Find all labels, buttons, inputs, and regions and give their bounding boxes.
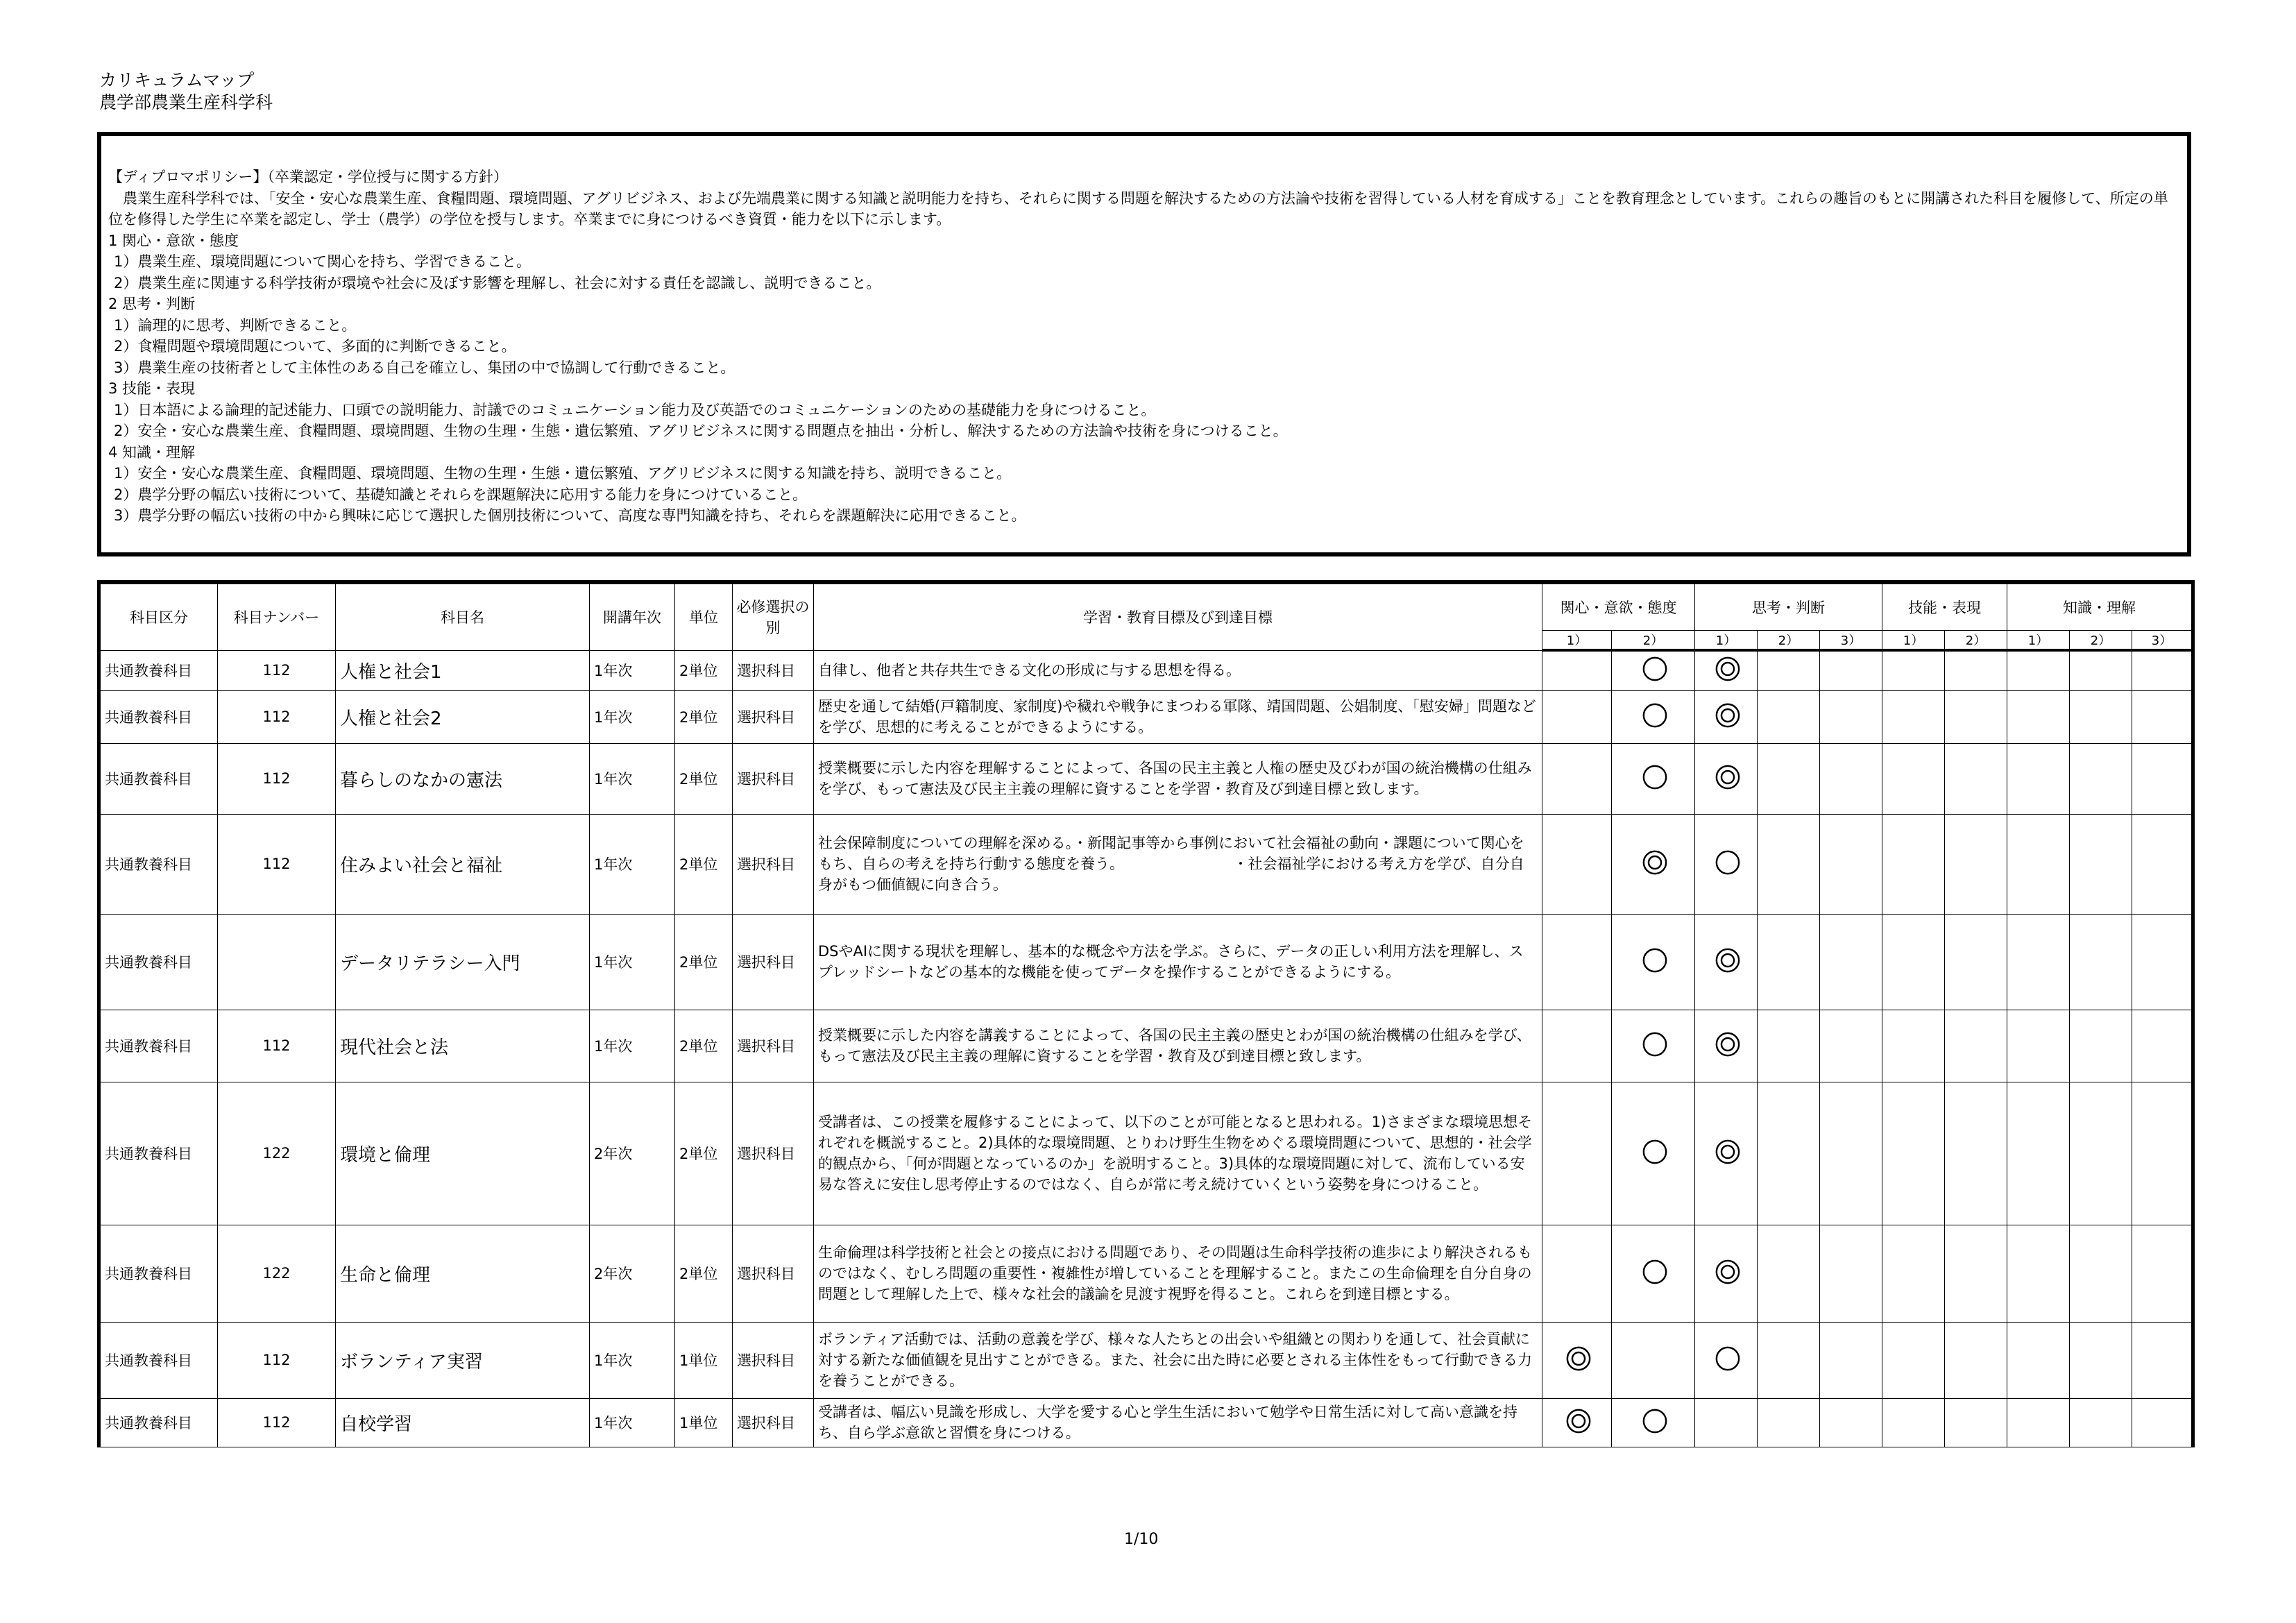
competency-mark-cell (2070, 1322, 2132, 1398)
double-circle-mark (1565, 1408, 1589, 1431)
competency-mark-cell (1695, 690, 1758, 743)
competency-mark-cell (2007, 1398, 2070, 1447)
competency-mark-cell (2132, 1398, 2193, 1447)
subject-number-cell (218, 914, 336, 1010)
subject-category-cell: 共通教養科目 (99, 1398, 218, 1447)
policy-section-item: 1）安全・安心な農業生産、食糧問題、環境問題、生物の生理・生態・遺伝繁殖、アグリビジネスに関する知識を持ち、説明できること。 (114, 465, 1012, 482)
subject-unit-cell: 2単位 (675, 1225, 733, 1322)
subject-year-cell: 1年次 (590, 1398, 675, 1447)
competency-mark-cell (1695, 1322, 1758, 1398)
competency-mark-cell (2070, 743, 2132, 814)
competency-mark-cell (1758, 914, 1820, 1010)
competency-mark-cell (2132, 1082, 2193, 1225)
policy-section-title: 1 関心・意欲・態度 (108, 232, 239, 249)
subject-required-cell: 選択科目 (733, 914, 814, 1010)
header-unit: 単位 (675, 582, 733, 650)
policy-section-item: 1）農業生産、環境問題について関心を持ち、学習できること。 (114, 253, 531, 270)
competency-mark-cell (1820, 690, 1882, 743)
header-category: 科目区分 (99, 582, 218, 650)
subject-number-cell: 112 (218, 690, 336, 743)
competency-mark-cell (1882, 1082, 1945, 1225)
circle-mark (1715, 1345, 1738, 1369)
subheader-cell: 2） (1612, 631, 1695, 651)
competency-mark-cell (1542, 914, 1612, 1010)
policy-section-title: 4 知識・理解 (108, 443, 196, 461)
competency-mark-cell (2007, 814, 2070, 914)
subject-unit-cell: 2単位 (675, 1010, 733, 1082)
subject-goal-cell: 受講者は、幅広い見識を形成し、大学を愛する心と学生生活において勉学や日常生活に対して高い意識を持ち、自ら学ぶ意欲と習慣を身につける。 (814, 1398, 1542, 1447)
table-header-row (99, 582, 2193, 631)
circle-mark (1642, 1259, 1665, 1282)
subheader-cell: 1） (1695, 631, 1758, 651)
competency-mark-cell (1945, 1082, 2007, 1225)
competency-mark-cell (1542, 1010, 1612, 1082)
policy-heading (108, 167, 2177, 188)
policy-section-title: 3 技能・表現 (108, 380, 196, 397)
competency-mark-cell (1612, 690, 1695, 743)
table-row (99, 914, 2193, 1010)
subject-goal-cell: 自律し、他者と共存共生できる文化の形成に与する思想を得る。 (814, 650, 1542, 690)
table-row (99, 1010, 2193, 1082)
subject-goal-cell: 受講者は、この授業を履修することによって、以下のことが可能となると思われる。1)さまざまな環境思想それぞれを概説すること。2)具体的な環境問題、とりわけ野生生物をめぐる環境問題について、思想的・社会学的観点から、「何が問題となっているのか」を説明すること。3)具体的な環境問題に対して、流布している安易な答えに安住し思考停止するのではなく、自らが常に考え続けていくという姿勢を身につけること。 (814, 1082, 1542, 1225)
subject-required-cell: 選択科目 (733, 814, 814, 914)
competency-mark-cell (1758, 814, 1820, 914)
subject-goal-cell: 生命倫理は科学技術と社会との接点における問題であり、その問題は生命科学技術の進歩により解決されるものではなく、むしろ問題の重要性・複雑性が増していることを理解すること。またこの生命倫理を自分自身の問題として理解した上で、様々な社会的議論を見渡す視野を得ること。これらを到達目標とする。 (814, 1225, 1542, 1322)
diploma-policy-box (97, 132, 2191, 556)
competency-mark-cell (1695, 914, 1758, 1010)
subject-name-cell: 住みよい社会と福祉 (336, 814, 590, 914)
competency-mark-cell (1945, 1398, 2007, 1447)
competency-mark-cell (1612, 743, 1695, 814)
competency-mark-cell (2132, 814, 2193, 914)
competency-mark-cell (1882, 914, 1945, 1010)
subheader-cell: 1） (1882, 631, 1945, 651)
table-row (99, 814, 2193, 914)
competency-mark-cell (1820, 1010, 1882, 1082)
policy-section-item: 3）農業生産の技術者として主体性のある自己を確立し、集団の中で協調して行動できること。 (114, 359, 735, 376)
subject-required-cell: 選択科目 (733, 1010, 814, 1082)
table-row (99, 650, 2193, 690)
header-name: 科目名 (336, 582, 590, 650)
circle-mark (1642, 1031, 1665, 1055)
subject-unit-cell: 2単位 (675, 914, 733, 1010)
subject-required-cell: 選択科目 (733, 1225, 814, 1322)
competency-mark-cell (2007, 650, 2070, 690)
subject-year-cell: 2年次 (590, 1082, 675, 1225)
competency-mark-cell (1882, 1398, 1945, 1447)
subject-year-cell: 1年次 (590, 1322, 675, 1398)
subject-unit-cell: 1単位 (675, 1322, 733, 1398)
competency-mark-cell (2007, 690, 2070, 743)
subject-year-cell: 1年次 (590, 914, 675, 1010)
header-g4: 知識・理解 (2007, 582, 2193, 631)
subheader-cell: 1） (1542, 631, 1612, 651)
competency-mark-cell (1820, 1398, 1882, 1447)
competency-mark-cell (2007, 743, 2070, 814)
subject-number-cell: 112 (218, 650, 336, 690)
competency-mark-cell (1612, 1322, 1695, 1398)
subject-required-cell: 選択科目 (733, 1082, 814, 1225)
subject-name-cell: 生命と倫理 (336, 1225, 590, 1322)
header-required: 必修選択の別 (733, 582, 814, 650)
header-g1: 関心・意欲・態度 (1542, 582, 1695, 631)
circle-mark (1642, 1139, 1665, 1162)
table-row (99, 1322, 2193, 1398)
table-row (99, 1225, 2193, 1322)
double-circle-mark (1715, 764, 1738, 788)
competency-mark-cell (1612, 1398, 1695, 1447)
subject-category-cell: 共通教養科目 (99, 1225, 218, 1322)
subject-name-cell: 現代社会と法 (336, 1010, 590, 1082)
header-g3: 技能・表現 (1882, 582, 2007, 631)
subject-required-cell: 選択科目 (733, 1398, 814, 1447)
subject-number-cell: 112 (218, 1322, 336, 1398)
page-header (99, 69, 273, 114)
double-circle-mark (1715, 702, 1738, 726)
competency-mark-cell (1542, 1082, 1612, 1225)
table-row (99, 743, 2193, 814)
circle-mark (1642, 947, 1665, 971)
competency-mark-cell (1820, 650, 1882, 690)
subject-year-cell: 1年次 (590, 814, 675, 914)
subject-category-cell: 共通教養科目 (99, 650, 218, 690)
competency-mark-cell (2070, 1398, 2132, 1447)
double-circle-mark (1715, 1259, 1738, 1282)
competency-mark-cell (1945, 1225, 2007, 1322)
header-g2: 思考・判断 (1695, 582, 1882, 631)
competency-mark-cell (1820, 1225, 1882, 1322)
policy-heading-bracket: 【ディプロマポリシー】 (108, 169, 268, 185)
competency-mark-cell (1820, 1322, 1882, 1398)
competency-mark-cell (2070, 1225, 2132, 1322)
competency-mark-cell (1695, 1398, 1758, 1447)
competency-mark-cell (1542, 743, 1612, 814)
policy-section-item: 2）農業生産に関連する科学技術が環境や社会に及ぼす影響を理解し、社会に対する責任を認識し、説明できること。 (114, 274, 881, 291)
competency-mark-cell (2007, 1082, 2070, 1225)
competency-mark-cell (1542, 814, 1612, 914)
subject-goal-cell: 授業概要に示した内容を理解することによって、各国の民主主義と人権の歴史及びわが国の統治機構の仕組みを学び、もって憲法及び民主主義の理解に資することを学習・教育及び到達目標と致します。 (814, 743, 1542, 814)
subject-number-cell: 122 (218, 1225, 336, 1322)
competency-mark-cell (2070, 650, 2132, 690)
competency-mark-cell (1542, 1398, 1612, 1447)
header-number: 科目ナンバー (218, 582, 336, 650)
subject-goal-cell: DSやAIに関する現状を理解し、基本的な概念や方法を学ぶ。さらに、データの正しい利用方法を理解し、スプレッドシートなどの基本的な機能を使ってデータを操作することができるようにする。 (814, 914, 1542, 1010)
subject-required-cell: 選択科目 (733, 1322, 814, 1398)
competency-mark-cell (1612, 1010, 1695, 1082)
subject-name-cell: 人権と社会2 (336, 690, 590, 743)
competency-mark-cell (1882, 743, 1945, 814)
subject-category-cell: 共通教養科目 (99, 814, 218, 914)
competency-mark-cell (1612, 650, 1695, 690)
circle-mark (1642, 656, 1665, 679)
competency-mark-cell (1758, 1082, 1820, 1225)
competency-mark-cell (2070, 1010, 2132, 1082)
subject-number-cell: 112 (218, 814, 336, 914)
subject-number-cell: 122 (218, 1082, 336, 1225)
double-circle-mark (1642, 849, 1665, 873)
competency-mark-cell (2007, 914, 2070, 1010)
competency-mark-cell (1695, 743, 1758, 814)
competency-mark-cell (1695, 650, 1758, 690)
table-body (99, 650, 2193, 1447)
subject-name-cell: 環境と倫理 (336, 1082, 590, 1225)
competency-mark-cell (2070, 690, 2132, 743)
competency-mark-cell (1945, 1010, 2007, 1082)
competency-mark-cell (1542, 650, 1612, 690)
competency-mark-cell (1758, 650, 1820, 690)
policy-intro: 農業生産科学科では、「安全・安心な農業生産、食糧問題、環境問題、アグリビジネス、および先端農業に関する知識と説明能力を持ち、それらに関する問題を解決するための方法論や技術を習得している人材を育成する」ことを教育理念としています。これらの趣旨のもとに開講された科目を履修して、所定の単位を修得した学生に卒業を認定し、学士（農学）の学位を授与します。卒業までに身につけるべき資質・能力を以下に示します。 (108, 189, 2168, 228)
competency-mark-cell (1612, 814, 1695, 914)
policy-heading-sub: （卒業認定・学位授与に関する方針） (267, 169, 508, 185)
policy-section-item: 3）農学分野の幅広い技術の中から興味に応じて選択した個別技術について、高度な専門知識を持ち、それらを課題解決に応用できること。 (114, 507, 1026, 524)
policy-section-item: 2）安全・安心な農業生産、食糧問題、環境問題、生物の生理・生態・遺伝繁殖、アグリビジネスに関する問題点を抽出・分析し、解決するための方法論や技術を身につけること。 (114, 423, 1288, 439)
double-circle-mark (1715, 947, 1738, 971)
subject-unit-cell: 2単位 (675, 743, 733, 814)
subject-goal-cell: 歴史を通して結婚(戸籍制度、家制度)や穢れや戦争にまつわる軍隊、靖国問題、公娼制度、「慰安婦」問題などを学び、思想的に考えることができるようにする。 (814, 690, 1542, 743)
competency-mark-cell (1695, 1082, 1758, 1225)
double-circle-mark (1715, 1031, 1738, 1055)
competency-mark-cell (2007, 1010, 2070, 1082)
header-goal: 学習・教育目標及び到達目標 (814, 582, 1542, 650)
header-year: 開講年次 (590, 582, 675, 650)
competency-mark-cell (1945, 1322, 2007, 1398)
competency-mark-cell (1820, 1082, 1882, 1225)
subject-required-cell: 選択科目 (733, 650, 814, 690)
subject-category-cell: 共通教養科目 (99, 743, 218, 814)
competency-mark-cell (2132, 1322, 2193, 1398)
circle-mark (1642, 1408, 1665, 1431)
subject-category-cell: 共通教養科目 (99, 1082, 218, 1225)
subject-name-cell: 自校学習 (336, 1398, 590, 1447)
subject-required-cell: 選択科目 (733, 743, 814, 814)
competency-mark-cell (1612, 914, 1695, 1010)
competency-mark-cell (1758, 743, 1820, 814)
subject-name-cell: ボランティア実習 (336, 1322, 590, 1398)
subject-year-cell: 1年次 (590, 650, 675, 690)
subject-unit-cell: 1単位 (675, 1398, 733, 1447)
competency-mark-cell (1945, 914, 2007, 1010)
double-circle-mark (1715, 1139, 1738, 1162)
competency-mark-cell (2070, 814, 2132, 914)
competency-mark-cell (2132, 650, 2193, 690)
competency-mark-cell (1695, 1010, 1758, 1082)
competency-mark-cell (1882, 1322, 1945, 1398)
policy-section-item: 1）論理的に思考、判断できること。 (114, 316, 357, 334)
policy-section-item: 1）日本語による論理的記述能力、口頭での説明能力、討議でのコミュニケーション能力及び英語でのコミュニケーションのための基礎能力を身につけること。 (114, 401, 1156, 418)
competency-mark-cell (1882, 1225, 1945, 1322)
competency-mark-cell (2070, 914, 2132, 1010)
page-number: 1/10 (1124, 1531, 1159, 1548)
circle-mark (1642, 702, 1665, 726)
subject-category-cell: 共通教養科目 (99, 1322, 218, 1398)
policy-section-item: 2）農学分野の幅広い技術について、基礎知識とそれらを課題解決に応用する能力を身につけていること。 (114, 486, 808, 503)
competency-mark-cell (1945, 690, 2007, 743)
subject-goal-cell: 授業概要に示した内容を講義することによって、各国の民主主義の歴史とわが国の統治機構の仕組みを学び、もって憲法及び民主主義の理解に資することを学習・教育及び到達目標と致します。 (814, 1010, 1542, 1082)
policy-sections (108, 230, 2177, 527)
subject-year-cell: 1年次 (590, 1010, 675, 1082)
subheader-cell: 3） (1820, 631, 1882, 651)
competency-mark-cell (1758, 690, 1820, 743)
subject-number-cell: 112 (218, 743, 336, 814)
subject-goal-cell: 社会保障制度についての理解を深める。・新聞記事等から事例において社会福祉の動向・課題について関心をもち、自らの考えを持ち行動する態度を養う。 ・社会福祉学における考え方を学び、自分自身がもつ価値観に向き合う。 (814, 814, 1542, 914)
competency-mark-cell (1882, 650, 1945, 690)
double-circle-mark (1715, 656, 1738, 679)
competency-mark-cell (1820, 814, 1882, 914)
competency-mark-cell (1612, 1225, 1695, 1322)
competency-mark-cell (2007, 1225, 2070, 1322)
subject-category-cell: 共通教養科目 (99, 914, 218, 1010)
subject-unit-cell: 2単位 (675, 1082, 733, 1225)
subject-unit-cell: 2単位 (675, 690, 733, 743)
competency-mark-cell (2132, 1010, 2193, 1082)
subject-category-cell: 共通教養科目 (99, 690, 218, 743)
competency-mark-cell (2070, 1082, 2132, 1225)
competency-mark-cell (1695, 814, 1758, 914)
subject-number-cell: 112 (218, 1398, 336, 1447)
curriculum-table (97, 580, 2195, 1447)
competency-mark-cell (1945, 814, 2007, 914)
competency-mark-cell (1612, 1082, 1695, 1225)
subject-unit-cell: 2単位 (675, 650, 733, 690)
subheader-cell: 2） (1945, 631, 2007, 651)
policy-section-item: 2）食糧問題や環境問題について、多面的に判断できること。 (114, 338, 516, 355)
subject-category-cell: 共通教養科目 (99, 1010, 218, 1082)
subject-goal-cell: ボランティア活動では、活動の意義を学び、様々な人たちとの出会いや組織との関わりを通して、社会貢献に対する新たな価値観を見出すことができる。また、社会に出た時に必要とされる主体性をもって行動できる力を養うことができる。 (814, 1322, 1542, 1398)
competency-mark-cell (1758, 1225, 1820, 1322)
competency-mark-cell (1758, 1010, 1820, 1082)
subject-required-cell: 選択科目 (733, 690, 814, 743)
competency-mark-cell (1882, 814, 1945, 914)
subheader-cell: 1） (2007, 631, 2070, 651)
competency-mark-cell (1882, 1010, 1945, 1082)
subject-year-cell: 1年次 (590, 690, 675, 743)
double-circle-mark (1565, 1345, 1589, 1369)
competency-mark-cell (1820, 743, 1882, 814)
competency-mark-cell (1820, 914, 1882, 1010)
competency-mark-cell (1695, 1225, 1758, 1322)
competency-mark-cell (2132, 914, 2193, 1010)
competency-mark-cell (1542, 690, 1612, 743)
subject-name-cell: 暮らしのなかの憲法 (336, 743, 590, 814)
competency-mark-cell (1945, 650, 2007, 690)
subject-number-cell: 112 (218, 1010, 336, 1082)
policy-section-title: 2 思考・判断 (108, 296, 196, 312)
subject-name-cell: データリテラシー入門 (336, 914, 590, 1010)
table-row (99, 1398, 2193, 1447)
competency-mark-cell (2132, 1225, 2193, 1322)
subheader-cell: 2） (1758, 631, 1820, 651)
subject-unit-cell: 2単位 (675, 814, 733, 914)
subheader-cell: 3） (2132, 631, 2193, 651)
competency-mark-cell (1882, 690, 1945, 743)
subject-year-cell: 2年次 (590, 1225, 675, 1322)
subject-name-cell: 人権と社会1 (336, 650, 590, 690)
competency-mark-cell (1542, 1322, 1612, 1398)
competency-mark-cell (1945, 743, 2007, 814)
competency-mark-cell (1542, 1225, 1612, 1322)
competency-mark-cell (2132, 743, 2193, 814)
table-row (99, 1082, 2193, 1225)
circle-mark (1715, 849, 1738, 873)
subheader-cell: 2） (2070, 631, 2132, 651)
table-row (99, 690, 2193, 743)
competency-mark-cell (2007, 1322, 2070, 1398)
competency-mark-cell (1758, 1398, 1820, 1447)
department-name: 農学部農業生産科学科 (99, 92, 273, 112)
subject-year-cell: 1年次 (590, 743, 675, 814)
circle-mark (1642, 764, 1665, 788)
competency-mark-cell (1758, 1322, 1820, 1398)
competency-mark-cell (2132, 690, 2193, 743)
document-title: カリキュラムマップ (99, 70, 255, 90)
